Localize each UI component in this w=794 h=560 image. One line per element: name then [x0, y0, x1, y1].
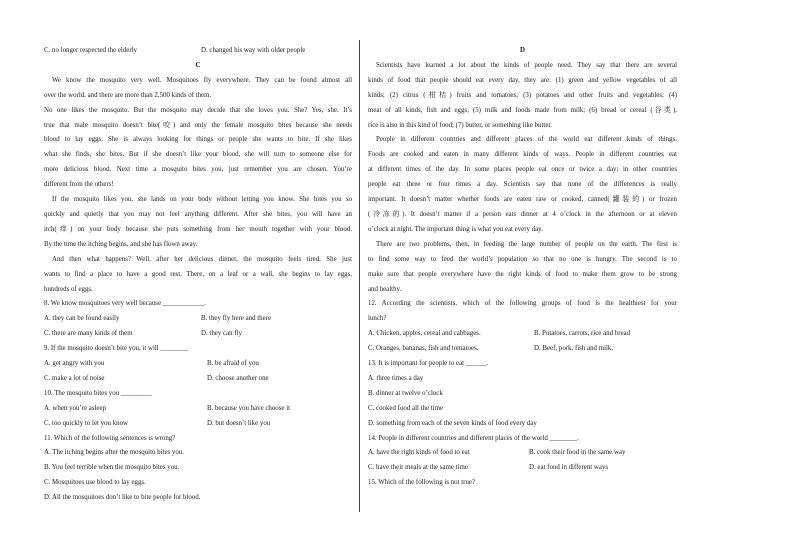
q10-options-ab [44, 402, 352, 417]
passage-d-p3-l4: and healthy. [368, 285, 402, 293]
passage-c-p2-l1: No one likes the mosquito. But the mosquito may decide that she loves you. She? Yes, she. It’s [44, 106, 352, 114]
passage-c-p2-l3: blood to lay eggs. She is always looking for things or people she wants to bite. If she likes [44, 136, 352, 144]
passage-d-p2-l7: o’clock at night. The important thing is what you eat every day. [368, 225, 543, 233]
q8-stem: 8. We know mosquitoes very well because ____________. [44, 300, 206, 308]
q13-option-a: A. three times a day [368, 374, 424, 382]
passage-c-p3-l3: itch(痒) on your body because she puts something from her mouth together with your blood. [44, 225, 352, 233]
q9-option-a: A. get angry with you [44, 360, 105, 368]
q8-option-a: A. they can be found easily [44, 315, 120, 323]
q11-option-d: D. All the mosquitoes don’t like to bite people for blood. [44, 494, 201, 502]
passage-c-heading: C [195, 61, 201, 69]
passage-c-p2-l6: different from the others! [44, 181, 114, 189]
passage-d-p1-l2: kinds of food that people should eat every day, they are: (1) green and yellow vegetables of all [368, 76, 677, 84]
q12-options-cd [368, 342, 677, 357]
prev-options-row [44, 44, 352, 59]
passage-d-p1-l5: rice is also in this kind of food; (7) butter, or something like butter. [368, 121, 553, 129]
q10-options-cd [44, 417, 352, 432]
passage-d-p3-l3: make sure that people everywhere have the right kinds of food to make them grow to be strong [368, 270, 677, 278]
passage-c-p3-l1: If the mosquito likes you, she lands on your body without letting you know. She bites you so [52, 196, 352, 204]
q14-option-b: B. cook their food in the same way [529, 449, 626, 457]
passage-c-p3-l4: By the time the itching begins, and she has flown away. [44, 240, 198, 248]
q11-stem: 11. Which of the following sentences is wrong? [44, 434, 176, 442]
passage-d-p1-l1: Scientists have learned a lot about the kinds of people need. They say that there are several [376, 61, 677, 69]
column-divider [359, 40, 360, 512]
passage-d-p2-l1: People in different countries and different places of the world eat different kinds of things. [376, 136, 677, 144]
q14-option-d: D. eat food in different ways [529, 464, 609, 472]
passage-d-p3-l2: to find some way to feed the world’s population so that no one is hungry. The second is to [368, 255, 677, 263]
q11-option-a: A. The itching begins after the mosquito bites you. [44, 449, 184, 457]
passage-d-p1-l4: meat of all kinds, fish and eggs; (5) milk and foods made from milk; (6) bread or cereal (谷类), [368, 106, 677, 114]
passage-c-p2-l5: more delicious blood. Next time a mosquito bites you, just remember you are chosen. You’re [44, 166, 352, 174]
q9-stem: 9. If the mosquito doesn’t bite you, it will ________ [44, 345, 188, 353]
q14-options-ab [368, 446, 677, 461]
q14-option-a: A. have the right kinds of food to eat [368, 449, 470, 457]
q8-option-c: C. there are many kinds of them [44, 330, 133, 338]
q9-options-ab [44, 357, 352, 372]
q13-option-c: C. cooked food all the time [368, 404, 444, 412]
q13-option-d: D. something from each of the seven kinds of food every day [368, 419, 537, 427]
q10-option-a: A. when you’re asleep [44, 404, 106, 412]
q10-option-b: B. because you have choose it [207, 404, 291, 412]
passage-c-p2-l2: true that male mosquito doesn’t bite(咬) and only the female mosquito bites because she needs [44, 121, 352, 129]
passage-c-p2-l4: what she finds, she bites. But if she doesn’t like your blood, she will turn to someone else for [44, 151, 352, 159]
q9-option-d: D. choose another one [207, 374, 269, 382]
passage-c-p3-l2: quickly and quietly that you may not feel anything different. After she bites, you will have an [44, 210, 352, 218]
passage-d-p2-l5: important. It doesn’t matter whether foods are eaten raw or cooked, canned(罐装的) or frozen [368, 196, 677, 204]
q8-options-cd [44, 327, 352, 342]
q14-stem: 14. People in different countries and different places of the world ________. [368, 434, 579, 442]
passage-d-p2-l4: people eat three or four times a day. Scientists say that none of the differences is really [368, 181, 677, 189]
q12-option-a: A. Chicken, apples, cereal and cabbages. [368, 330, 481, 338]
passage-c-p1-l2: over the world, and there are more than 2,500 kinds of them. [44, 91, 212, 99]
q15-stem: 15. Which of the following is not true? [368, 479, 476, 487]
q9-options-cd [44, 372, 352, 387]
option-d: D. changed his way with older people [201, 47, 306, 54]
passage-c-p4-l2: wants to find a place to have a good rest. There, on a leaf or a wall, she begins to lay eggs, [44, 270, 352, 278]
q14-options-cd [368, 461, 677, 476]
left-column [44, 44, 352, 506]
q12-option-c: C. Oranges, bananas, fish and tomatoes. [368, 345, 479, 353]
passage-d-p1-l3: kinds; (2) citrus (柑桔) fruits and tomatoes; (3) potatoes and other fruits and vegetables; (4) [368, 91, 677, 99]
q11-option-c: C. Mosquitoes use blood to lay eggs. [44, 479, 146, 487]
passage-d-p3-l1: There are two problems, then, in feeding the large number of people on the earth. The first is [376, 240, 677, 248]
q12-stem-l2: lunch? [368, 315, 387, 323]
q8-option-b: B. they fly here and there [201, 315, 272, 323]
passage-d-p2-l3: at different times of the day. In some places people eat once or twice a day; in other countries [368, 166, 677, 174]
passage-d-p2-l2: Foods are cooked and eaten in many different kinds of ways. People in different countries eat [368, 151, 677, 159]
passage-c-p4-l1: And then what happens? Well, after her delicious dinner, the mosquito feels tired. She just [52, 255, 352, 263]
q13-option-b: B. dinner at twelve o’clock [368, 389, 443, 397]
q12-stem-l1: 12. According the scientists, which of the following groups of food is the healthiest for your [368, 300, 677, 308]
q8-options-ab [44, 312, 352, 327]
q12-option-b: B. Potatoes, carrots, rice and bread [534, 330, 631, 338]
q11-option-b: B. You feel terrible when the mosquito bites you. [44, 464, 180, 472]
right-column [368, 44, 677, 491]
q12-option-d: D. Beef, pork, fish and milk, [534, 345, 614, 353]
q13-stem: 13. It is important for people to eat ______. [368, 360, 489, 368]
q10-stem: 10. The mosquito bites you _________ [44, 389, 152, 397]
q9-option-b: B. be afraid of you [207, 360, 259, 368]
option-c: C. no longer respected the elderly [44, 47, 137, 54]
passage-c-p1-l1: We know the mosquito very well. Mosquitoes fly everywhere. They can be found almost all [52, 76, 352, 84]
q9-option-c: C. make a lot of noise [44, 374, 105, 382]
passage-c-p4-l3: hundreds of eggs. [44, 285, 93, 293]
passage-d-heading: D [520, 47, 525, 54]
q8-option-d: D. they can fly [201, 330, 242, 338]
q10-option-d: D. but doesn’t like you [207, 419, 271, 427]
q10-option-c: C. too quickly to let you know [44, 419, 129, 427]
passage-d-p2-l6: (冷冻的). It doesn’t matter if a person eats dinner at 4 o’clock in the afternoon or at eleven [368, 210, 677, 218]
q12-options-ab [368, 327, 677, 342]
q14-option-c: C. have their meals at the same time [368, 464, 468, 472]
